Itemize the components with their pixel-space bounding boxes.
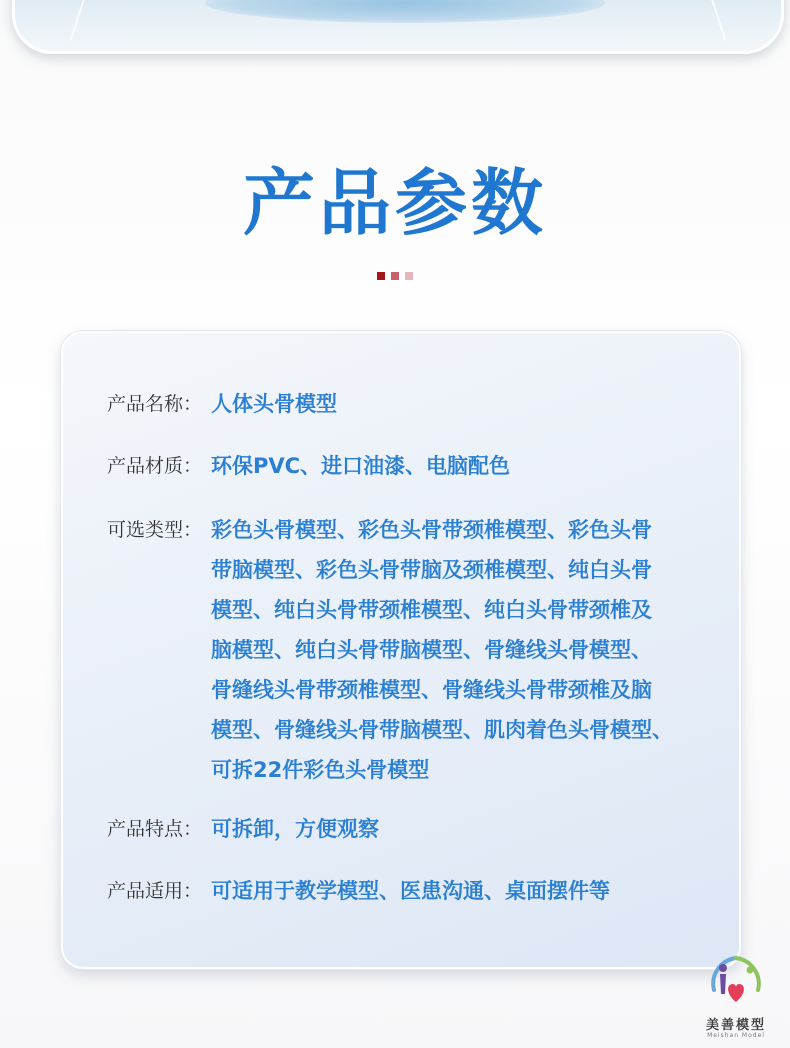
param-value-line: 人体头骨模型: [211, 392, 337, 416]
section-title: 产品参数: [242, 161, 547, 245]
param-value-line: 脑模型、纯白头骨带脑模型、骨缝线头骨模型、: [211, 638, 652, 662]
decor-line-left: [70, 0, 103, 41]
param-value: [211, 809, 711, 849]
params-card: [61, 331, 741, 969]
title-dots: [0, 272, 790, 280]
param-value-line: 模型、骨缝线头骨带脑模型、肌肉着色头骨模型、: [211, 718, 673, 742]
param-row-types: [107, 510, 711, 790]
top-product-image-edge: [12, 0, 784, 54]
param-value-line: 环保PVC、进口油漆、电脑配色: [211, 454, 511, 478]
param-value: [211, 446, 711, 486]
param-value-line: 可拆22件彩色头骨模型: [211, 758, 430, 782]
param-value-line: 可适用于教学模型、医患沟通、桌面摆件等: [211, 879, 610, 903]
decor-line-right: [694, 0, 727, 41]
param-value-line: 带脑模型、彩色头骨带脑及颈椎模型、纯白头骨: [211, 558, 652, 582]
dot-1: [377, 272, 385, 280]
param-label: 产品适用：: [107, 880, 203, 902]
dot-3: [405, 272, 413, 280]
param-label: 产品名称：: [107, 393, 203, 415]
brand-logo: [696, 950, 776, 1044]
param-value-line: 可拆卸，方便观察: [211, 817, 379, 841]
param-label: 可选类型：: [107, 519, 203, 541]
dot-2: [391, 272, 399, 280]
param-label: 产品材质：: [107, 455, 203, 477]
param-row-features: [107, 809, 711, 849]
param-value-line: 骨缝线头骨带颈椎模型、骨缝线头骨带颈椎及脑: [211, 678, 652, 702]
product-image-fragment: [205, 0, 605, 23]
param-row-material: [107, 446, 711, 486]
param-value: [211, 510, 711, 790]
param-value-line: 彩色头骨模型、彩色头骨带颈椎模型、彩色头骨: [211, 518, 652, 542]
param-value: [211, 871, 711, 911]
brand-logo-icon: [696, 950, 776, 1012]
brand-subtitle: Meishan Model: [707, 1032, 765, 1039]
brand-name: 美善模型: [705, 1018, 766, 1033]
param-row-usage: [107, 871, 711, 911]
param-value-line: 模型、纯白头骨带颈椎模型、纯白头骨带颈椎及: [211, 598, 652, 622]
param-label: 产品特点：: [107, 818, 203, 840]
param-row-name: [107, 384, 711, 424]
param-value: [211, 384, 711, 424]
